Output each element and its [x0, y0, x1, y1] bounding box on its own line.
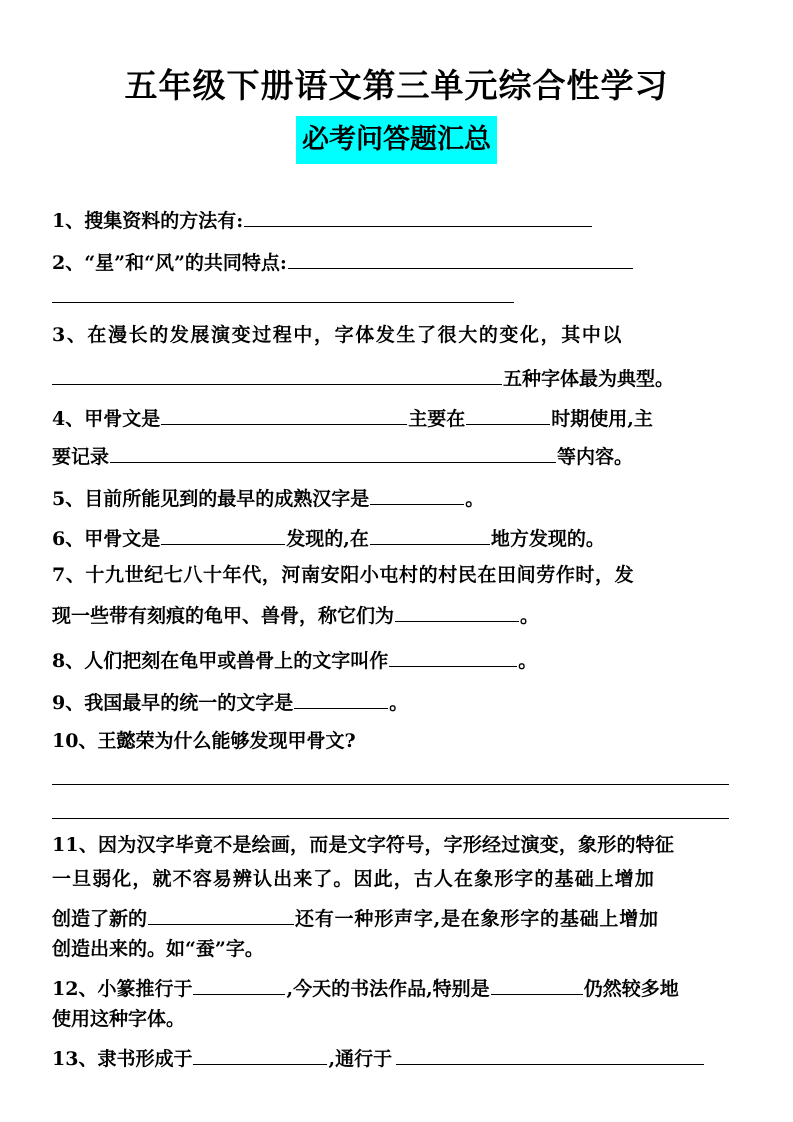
- question-12-text-a: 12、小篆推行于: [52, 978, 193, 1000]
- question-5-text: 5、目前所能见到的最早的成熟汉字是: [52, 488, 370, 510]
- page-title: 五年级下册语文第三单元综合性学习: [124, 66, 669, 105]
- question-12-text-b: ,今天的书法作品,特别是: [286, 978, 490, 1000]
- question-11-text-a: 创造了新的: [52, 908, 148, 930]
- question-6-text-c: 地方发现的。: [490, 528, 605, 550]
- answer-blank[interactable]: [370, 482, 464, 505]
- question-11-line-2: 一旦弱化，就不容易辨认出来了。因此，古人在象形字的基础上增加: [52, 868, 656, 890]
- question-11-line-4: 创造出来的。如“蚕”字。: [52, 938, 264, 960]
- question-8: [52, 644, 537, 674]
- question-4-text-d: 要记录: [52, 446, 110, 468]
- answer-blank[interactable]: [148, 902, 294, 925]
- question-7-line-1: 7、十九世纪七八十年代，河南安阳小屯村的村民在田间劳作时，发: [52, 564, 635, 586]
- answer-blank[interactable]: [288, 246, 633, 269]
- question-4-line-2: [52, 440, 633, 470]
- question-9-text: 9、我国最早的统一的文字是: [52, 692, 294, 714]
- answer-blank[interactable]: [466, 402, 550, 425]
- question-3-line-2: [52, 362, 674, 392]
- question-2: [52, 246, 634, 276]
- question-3-end: 五种字体最为典型。: [503, 368, 675, 390]
- answer-blank[interactable]: [161, 522, 285, 545]
- answer-blank[interactable]: [389, 644, 517, 667]
- answer-blank[interactable]: [161, 402, 407, 425]
- question-4-text-a: 4、甲骨文是: [52, 408, 161, 430]
- question-7-end: 。: [520, 605, 540, 627]
- question-4-line-1: [52, 402, 653, 432]
- answer-line[interactable]: [52, 302, 514, 303]
- answer-blank[interactable]: [110, 440, 556, 463]
- question-4-text-e: 等内容。: [557, 446, 634, 468]
- question-8-end: 。: [518, 650, 538, 672]
- question-4-text-b: 主要在: [408, 408, 466, 430]
- question-2-text: 2、“星”和“风”的共同特点:: [52, 252, 287, 274]
- question-12-line-1: [52, 972, 679, 1002]
- question-9: [52, 686, 408, 716]
- question-7-text: 现一些带有刻痕的龟甲、兽骨，称它们为: [52, 605, 395, 627]
- question-12-text-c: 仍然较多地: [583, 978, 679, 1000]
- question-4-text-c: 时期使用,主: [551, 408, 653, 430]
- question-1: [52, 204, 593, 234]
- question-1-text: 1、搜集资料的方法有:: [52, 210, 244, 232]
- question-11-line-3: [52, 902, 659, 932]
- answer-line[interactable]: [52, 784, 729, 785]
- question-11-line-1: 11、因为汉字毕竟不是绘画，而是文字符号，字形经过演变，象形的特征: [52, 834, 675, 856]
- question-6: [52, 522, 605, 552]
- answer-blank[interactable]: [193, 972, 285, 995]
- answer-blank[interactable]: [370, 522, 490, 545]
- answer-blank[interactable]: [395, 599, 519, 622]
- answer-blank[interactable]: [193, 1042, 327, 1065]
- question-11-text-b: 还有一种形声字,是在象形字的基础上增加: [295, 908, 659, 930]
- page-subtitle: 必考问答题汇总: [296, 116, 497, 164]
- question-5-end: 。: [465, 488, 485, 510]
- question-6-text-a: 6、甲骨文是: [52, 528, 161, 550]
- question-12-line-2: 使用这种字体。: [52, 1008, 186, 1030]
- answer-blank[interactable]: [294, 686, 388, 709]
- question-13: [52, 1042, 705, 1072]
- answer-blank[interactable]: [52, 362, 502, 385]
- answer-line[interactable]: [52, 818, 729, 819]
- question-6-text-b: 发现的,在: [286, 528, 369, 550]
- answer-blank[interactable]: [244, 204, 592, 227]
- question-3-line-1: 3、在漫长的发展演变过程中，字体发生了很大的变化，其中以: [52, 324, 624, 346]
- question-8-text: 8、人们把刻在龟甲或兽骨上的文字叫作: [52, 650, 389, 672]
- question-7-line-2: [52, 599, 539, 629]
- question-9-end: 。: [389, 692, 409, 714]
- question-5: [52, 482, 484, 512]
- answer-blank[interactable]: [396, 1042, 704, 1065]
- question-10: 10、王懿荣为什么能够发现甲骨文?: [52, 730, 356, 752]
- question-13-text-b: ,通行于: [328, 1048, 393, 1070]
- question-13-text-a: 13、隶书形成于: [52, 1048, 193, 1070]
- answer-blank[interactable]: [491, 972, 583, 995]
